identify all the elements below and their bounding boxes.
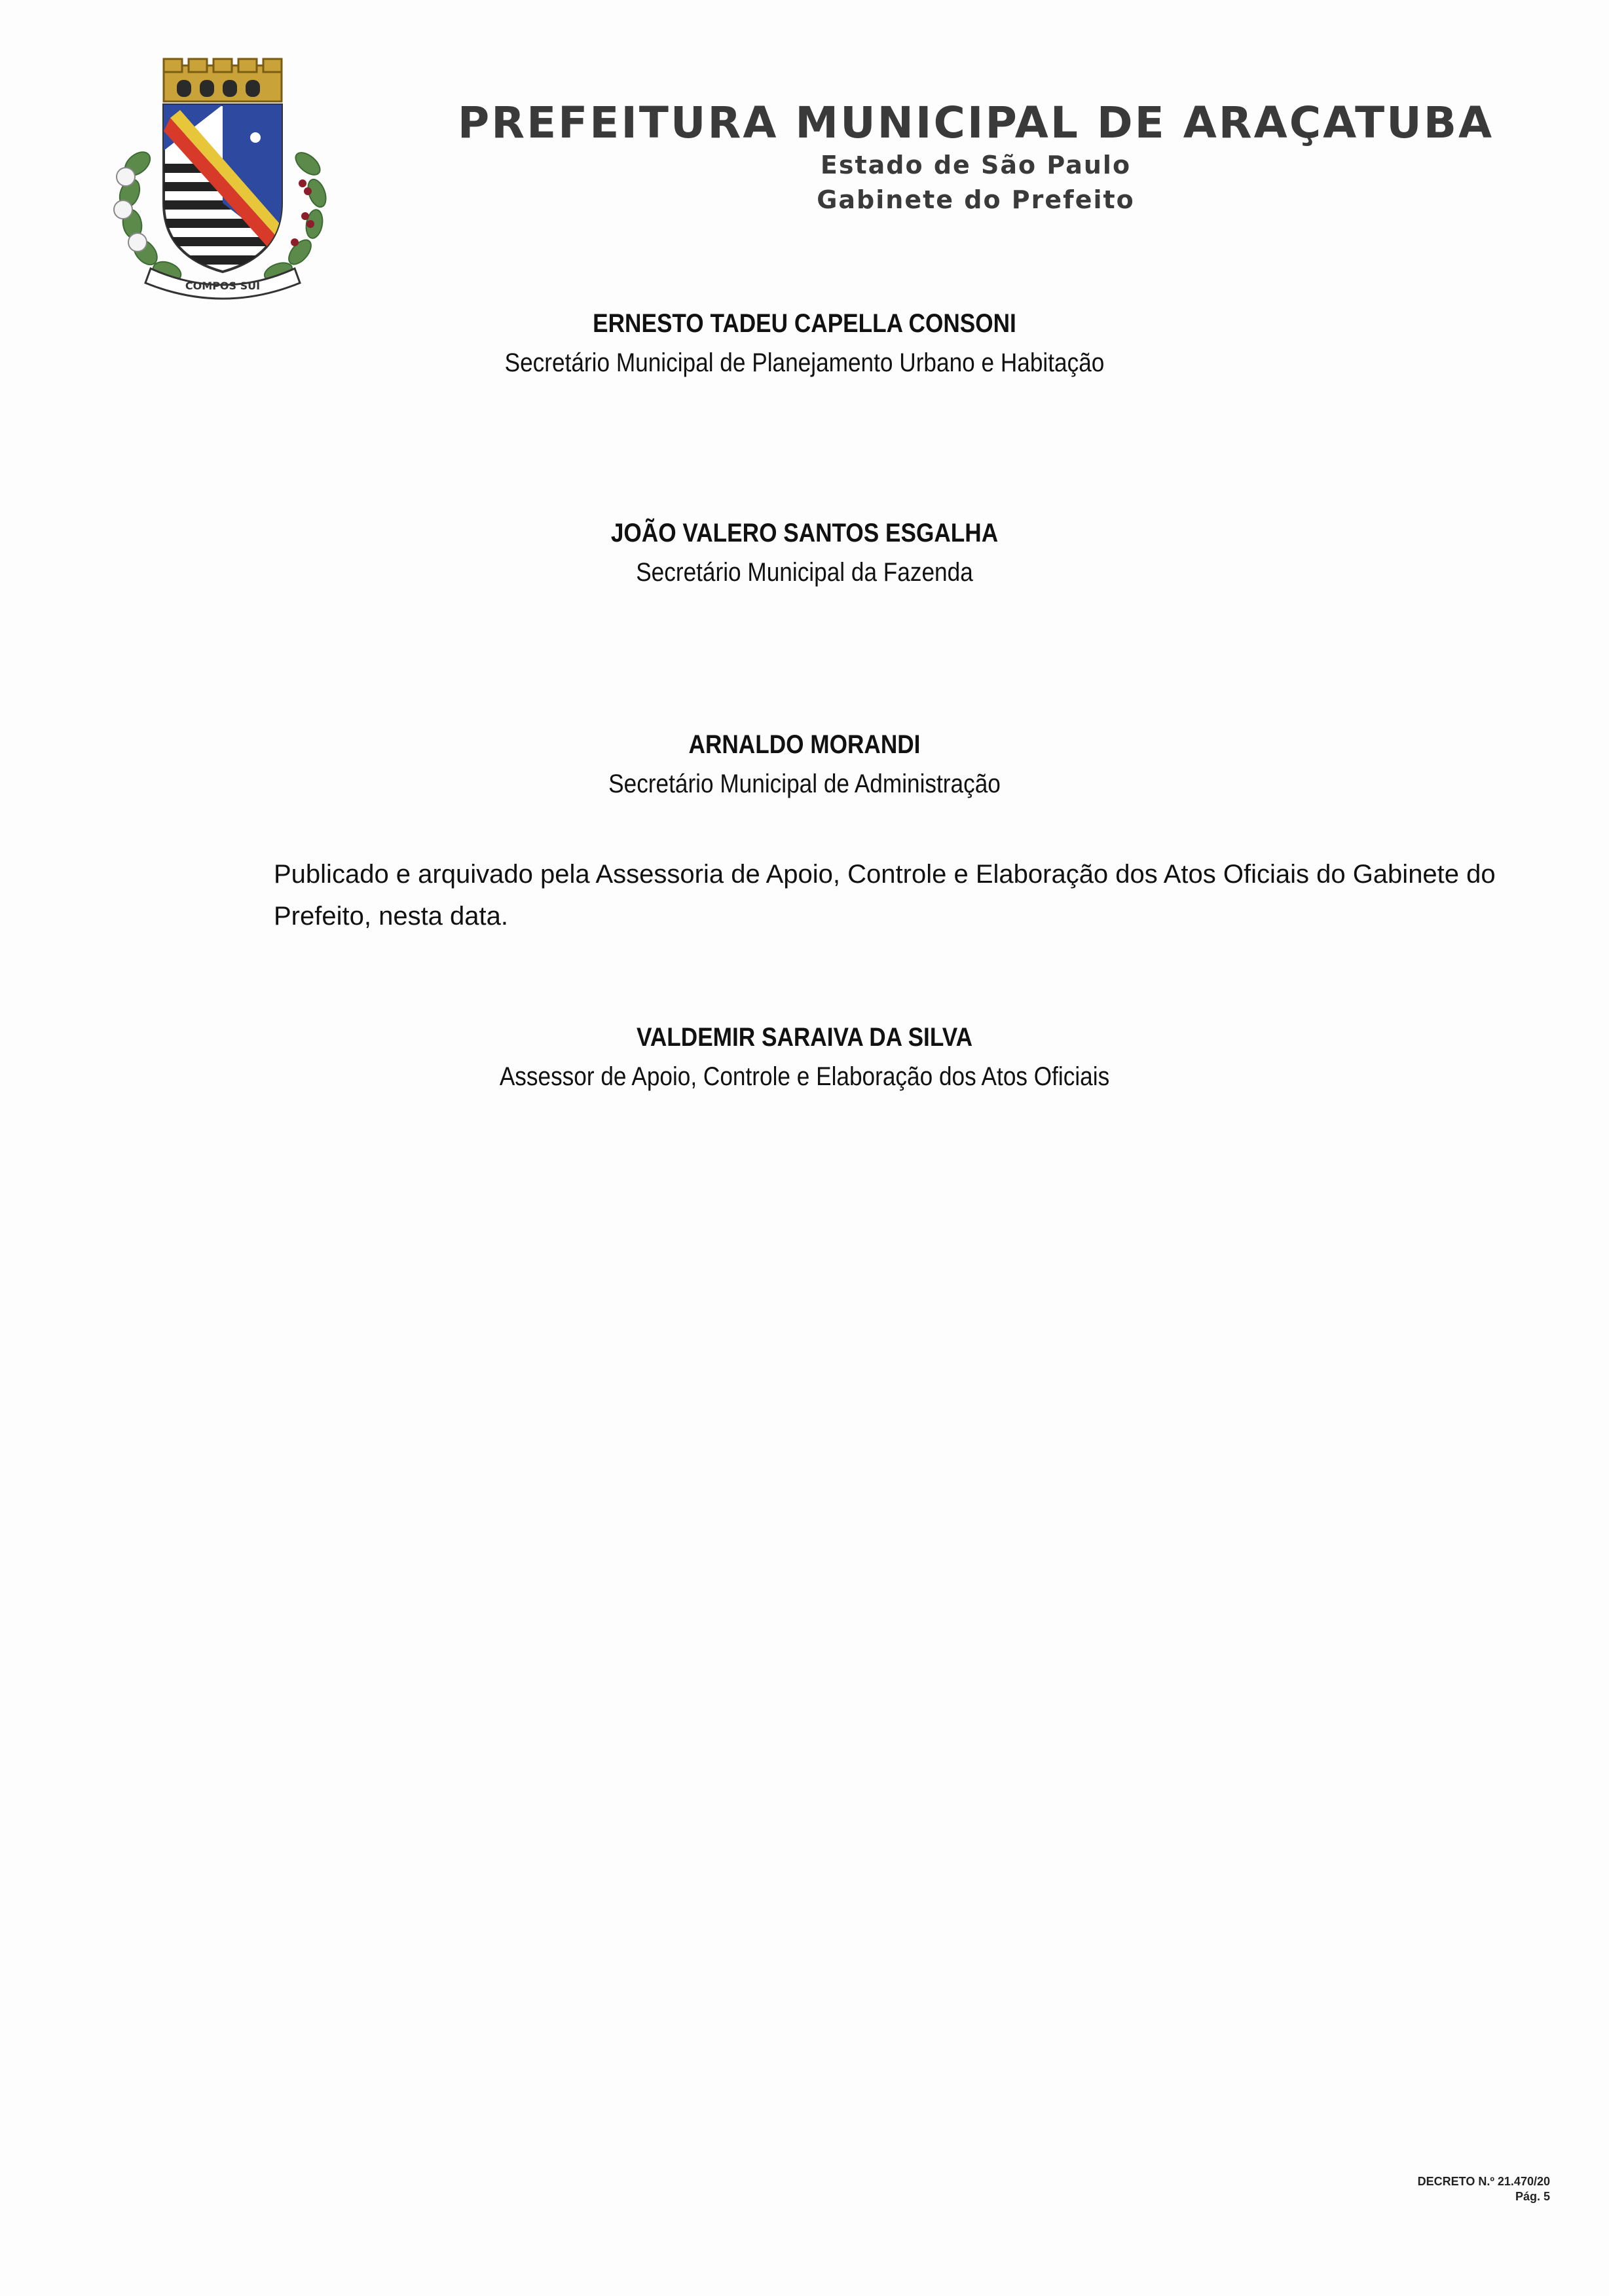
letterhead <box>419 98 1532 217</box>
signature-block <box>0 1022 1609 1095</box>
signatory-role: Secretário Municipal de Planejamento Urbano e Habitação <box>504 348 1105 377</box>
signatory-name: VALDEMIR SARAIVA DA SILVA <box>636 1023 973 1052</box>
page-footer <box>1418 2174 1550 2205</box>
signatory-role: Secretário Municipal de Administração <box>608 769 1001 798</box>
coat-of-arms-icon <box>92 52 354 314</box>
state-subtitle: Estado de São Paulo <box>820 150 1132 179</box>
publication-note <box>274 853 1544 937</box>
signatory-name: ERNESTO TADEU CAPELLA CONSONI <box>593 309 1016 338</box>
publication-line: Publicado e arquivado pela Assessoria de Apoio, Controle e Elaboração dos Atos Oficiais do Gabinete do <box>274 860 1496 889</box>
municipality-title: PREFEITURA MUNICIPAL DE ARAÇATUBA <box>457 98 1494 148</box>
signature-block <box>0 517 1609 591</box>
page-number: Pág. 5 <box>1515 2190 1550 2204</box>
decree-number: DECRETO N.º 21.470/20 <box>1417 2175 1550 2188</box>
office-subtitle: Gabinete do Prefeito <box>817 185 1135 215</box>
signatory-name: ARNALDO MORANDI <box>688 730 921 759</box>
publication-line: Prefeito, nesta data. <box>274 902 509 931</box>
signature-block <box>0 308 1609 381</box>
signature-block <box>0 729 1609 802</box>
signatory-role: Assessor de Apoio, Controle e Elaboração dos Atos Oficiais <box>499 1062 1110 1091</box>
signatory-role: Secretário Municipal da Fazenda <box>636 558 973 587</box>
seal-ribbon-text: COMPOS SUI <box>185 280 261 292</box>
signatory-name: JOÃO VALERO SANTOS ESGALHA <box>610 519 999 547</box>
